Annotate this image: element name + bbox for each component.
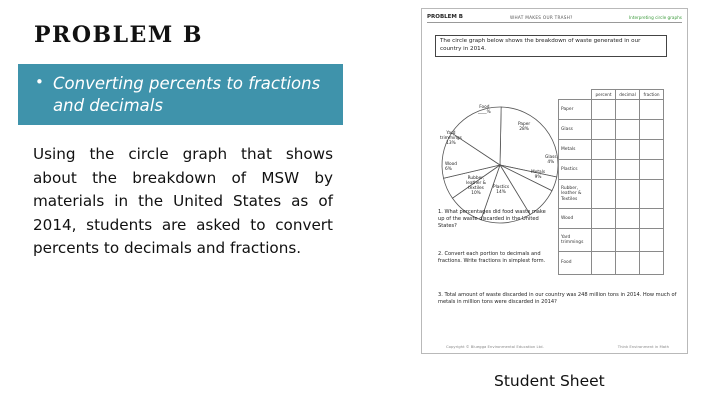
table-cell[interactable]: [640, 252, 664, 275]
pie-label-rubber-line1: Rubber,: [467, 176, 485, 181]
pie-label-wood-pct: 6%: [445, 167, 452, 172]
sheet-header-title: PROBLEM B: [427, 14, 463, 20]
pie-label-food-pct: ____%: [478, 110, 491, 115]
pie-label-rubber-line3: textiles: [468, 186, 484, 191]
table-cell[interactable]: [640, 100, 664, 120]
pie-label-plastics-pct: 14%: [496, 190, 506, 195]
table-cell[interactable]: [616, 229, 640, 252]
pie-label-yard-line1: Yard: [446, 131, 456, 136]
table-row-label: Paper: [559, 100, 592, 120]
table-cell[interactable]: [616, 209, 640, 229]
table-row-label: Rubber, leather & Textiles: [559, 180, 592, 209]
pie-label-metals-pct: 9%: [534, 175, 542, 180]
pie-label-rubber-line2: leather &: [466, 181, 487, 186]
pie-label-yard-pct: 13%: [446, 141, 456, 146]
table-cell[interactable]: [640, 120, 664, 140]
table-cell[interactable]: [592, 252, 616, 275]
sheet-footer-copyright: Copyright © Bluegga Environmental Education Ltd.: [446, 344, 544, 349]
sheet-header-skill: Interpreting circle graphs: [628, 15, 682, 20]
bullet-dot-icon: •: [35, 73, 44, 91]
pie-label-wood-name: Wood: [445, 162, 457, 167]
slide-title: PROBLEM B: [34, 22, 203, 48]
pie-label-yard-line2: trimmings: [440, 136, 462, 141]
table-cell[interactable]: [592, 120, 616, 140]
pie-label-metals: [531, 170, 545, 180]
table-corner: [559, 90, 592, 100]
table-row-label: Metals: [559, 140, 592, 160]
pie-label-plastics: [493, 185, 509, 195]
pie-label-yard: [440, 131, 462, 146]
pie-label-glass-name: Glass: [545, 155, 557, 160]
question-2: 2. Convert each portion to decimals and fractions. Write fractions in simplest form.: [438, 251, 546, 264]
pie-label-paper-name: Paper: [518, 122, 531, 127]
bullet-text: Converting percents to fractions and decimals: [53, 74, 321, 115]
conversion-table: [558, 89, 664, 275]
question-1: 1. What percentages did food waste make up of the waste discarded in the United States?: [438, 209, 546, 229]
table-row-label: Yard trimmings: [559, 229, 592, 252]
table-cell[interactable]: [592, 180, 616, 209]
caption: Student Sheet: [494, 372, 605, 390]
table-cell[interactable]: [592, 160, 616, 180]
pie-label-paper: [518, 122, 530, 132]
table-header-fraction: fraction: [640, 90, 664, 100]
table-cell[interactable]: [616, 140, 640, 160]
pie-label-rubber-pct: 10%: [471, 191, 481, 196]
table-row-label: Wood: [559, 209, 592, 229]
pie-label-food: [478, 105, 491, 115]
table-cell[interactable]: [640, 160, 664, 180]
pie-label-plastics-name: Plastics: [493, 185, 510, 190]
bullet-banner: [18, 64, 343, 125]
table-row-label: Food: [559, 252, 592, 275]
table-cell[interactable]: [592, 209, 616, 229]
sheet-footer-series: Think Environment in Math: [617, 344, 669, 349]
pie-label-glass: [545, 155, 557, 165]
table-cell[interactable]: [640, 180, 664, 209]
pie-label-food-name: Food: [479, 105, 490, 110]
sheet-header-divider: [427, 22, 682, 23]
pie-label-metals-name: Metals: [531, 170, 546, 175]
table-row-label: Glass: [559, 120, 592, 140]
slide-description: Using the circle graph that shows about the breakdown of MSW by materials in the United States as of 2014, students are asked to convert percents to decimals and fractions.: [33, 145, 333, 257]
pie-label-wood: [445, 162, 457, 172]
table-cell[interactable]: [592, 229, 616, 252]
table-cell[interactable]: [616, 100, 640, 120]
sheet-intro: The circle graph below shows the breakdown of waste generated in our country in 2014.: [435, 35, 667, 57]
sheet-header-topic: WHAT MAKES OUR TRASH?: [510, 15, 573, 20]
table-row-label: Plastics: [559, 160, 592, 180]
table-cell[interactable]: [616, 120, 640, 140]
table-cell[interactable]: [592, 140, 616, 160]
pie-label-paper-pct: 28%: [519, 127, 529, 132]
table-cell[interactable]: [640, 209, 664, 229]
table-header-decimal: decimal: [616, 90, 640, 100]
question-3: 3. Total amount of waste discarded in our country was 248 million tons in 2014. How much of metals in million tons were discarded in 2014?: [438, 292, 677, 305]
table-cell[interactable]: [616, 252, 640, 275]
table-cell[interactable]: [592, 100, 616, 120]
table-cell[interactable]: [616, 160, 640, 180]
table-cell[interactable]: [640, 140, 664, 160]
pie-label-rubber: [466, 176, 486, 196]
table-header-percent: percent: [592, 90, 616, 100]
table-cell[interactable]: [640, 229, 664, 252]
student-sheet: [421, 8, 688, 354]
pie-label-glass-pct: 4%: [547, 160, 555, 165]
table-cell[interactable]: [616, 180, 640, 209]
